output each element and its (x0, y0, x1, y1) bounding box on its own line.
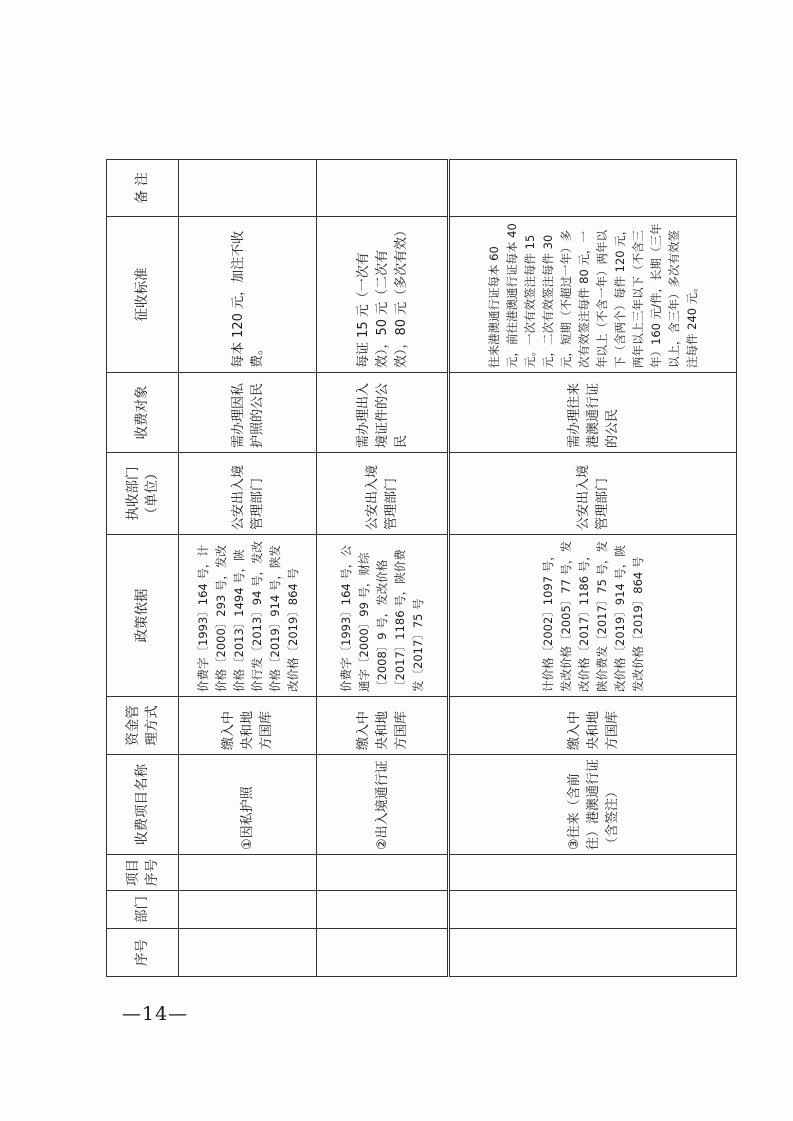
cell-item-name: ②出入境通行证 (317, 755, 449, 855)
header-item-name: 收费项目名称 (107, 755, 179, 855)
fee-table-rotated (106, 160, 736, 977)
cell-item-seq (179, 855, 317, 891)
header-exec-dept: 执收部门（单位） (107, 453, 179, 535)
page-number: —14— (122, 1003, 189, 1025)
cell-dept (179, 891, 317, 929)
cell-exec-dept: 公安出入境管理部门 (449, 453, 737, 535)
header-standard: 征收标准 (107, 217, 179, 373)
cell-fund-mgmt: 缴入中央和地方国库 (179, 697, 317, 755)
header-dept: 部门 (107, 891, 179, 929)
cell-exec-dept: 公安出入境管理部门 (179, 453, 317, 535)
cell-policy: 价费字〔1993〕164 号，计价格〔2000〕293 号，发改价格〔2013〕1494 号，陕价行发〔2013〕94 号，发改价格〔2019〕914 号，陕发改价格〔2019〕864 号 (179, 535, 317, 697)
cell-item-seq (449, 855, 737, 891)
cell-target: 需办理往来港澳通行证的公民 (449, 373, 737, 453)
header-policy: 政策依据 (107, 535, 179, 697)
cell-policy: 计价格〔2002〕1097 号，发改价格〔2005〕77 号，发改价格〔2017〕1186 号，陕价费发〔2017〕75 号，发改价格〔2019〕914 号，陕发改价格〔2019〕864 号 (449, 535, 737, 697)
table-row (179, 160, 317, 977)
cell-standard: 往来港澳通行证每本 60 元，前往港澳通行证每本 40 元。一次有效签注每件 15 元，二次有效签注每件 30 元，短期（不超过一年）多次有效签注每件 80 元，一年以上（不含一年）两年以下（含两个）每件 120 元，两年以上三年以下（不含三年）160 元/件，长期（三年以上，含三年）多次有效签注每件 240 元。 (449, 217, 737, 373)
cell-target: 需办理出入境证件的公民 (317, 373, 449, 453)
table-row (449, 160, 737, 977)
cell-seq (179, 929, 317, 977)
cell-exec-dept: 公安出入境管理部门 (317, 453, 449, 535)
table-row (317, 160, 449, 977)
header-item-seq: 项目序号 (107, 855, 179, 891)
cell-seq (317, 929, 449, 977)
cell-dept (449, 891, 737, 929)
cell-fund-mgmt: 缴入中央和地方国库 (317, 697, 449, 755)
cell-policy: 价费字〔1993〕164 号，公通字〔2000〕99 号，财综〔2008〕9 号，发改价格〔2017〕1186 号，陕价费发〔2017〕75 号 (317, 535, 449, 697)
cell-remark (317, 160, 449, 217)
header-row (107, 160, 179, 977)
header-seq: 序号 (107, 929, 179, 977)
cell-target: 需办理因私护照的公民 (179, 373, 317, 453)
cell-remark (449, 160, 737, 217)
header-fund-mgmt: 资金管理方式 (107, 697, 179, 755)
cell-item-name: ③往来（含前往）港澳通行证（含签注） (449, 755, 737, 855)
cell-remark (179, 160, 317, 217)
cell-fund-mgmt: 缴入中央和地方国库 (449, 697, 737, 755)
cell-dept (317, 891, 449, 929)
cell-standard: 每证 15 元（一次有效），50 元（二次有效），80 元（多次有效） (317, 217, 449, 373)
cell-item-seq (317, 855, 449, 891)
fee-table (106, 159, 737, 977)
cell-standard: 每本 120 元，加注不收费。 (179, 217, 317, 373)
header-remark: 备 注 (107, 160, 179, 217)
cell-seq (449, 929, 737, 977)
header-target: 收费对象 (107, 373, 179, 453)
cell-item-name: ①因私护照 (179, 755, 317, 855)
